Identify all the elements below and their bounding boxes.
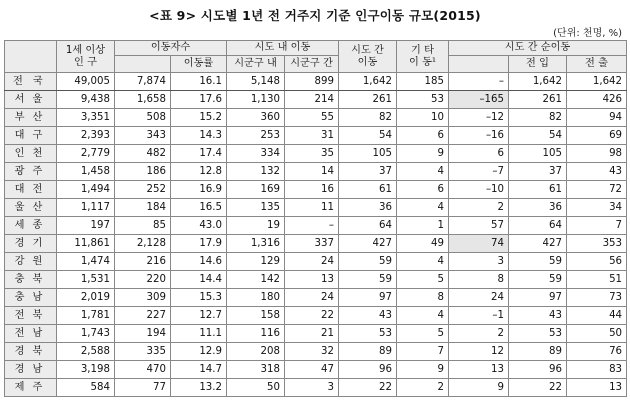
inflow-cell: 59	[509, 271, 567, 289]
w1-cell: 135	[227, 199, 285, 217]
between-cell: 261	[339, 91, 397, 109]
inflow-cell: 1,642	[509, 73, 567, 91]
outflow-cell: 7	[567, 217, 627, 235]
other-cell: 49	[397, 235, 449, 253]
pop-cell: 1,474	[57, 253, 115, 271]
w2-cell: 214	[285, 91, 339, 109]
w2-cell: 16	[285, 181, 339, 199]
w1-cell: 253	[227, 127, 285, 145]
net-cell: –7	[449, 163, 509, 181]
region-cell: 경남	[5, 361, 57, 379]
other-move-header: 기 타 이 동¹	[397, 41, 449, 73]
outflow-cell: 50	[567, 325, 627, 343]
net-cell: 12	[449, 343, 509, 361]
table-row	[5, 91, 627, 109]
outflow-cell: 426	[567, 91, 627, 109]
region-cell: 전북	[5, 307, 57, 325]
inflow-cell: 43	[509, 307, 567, 325]
w2-cell: 35	[285, 145, 339, 163]
between-cell: 59	[339, 271, 397, 289]
between-cell: 105	[339, 145, 397, 163]
table-row	[5, 217, 627, 235]
net-cell: –16	[449, 127, 509, 145]
other-cell: 4	[397, 163, 449, 181]
net-cell: 2	[449, 199, 509, 217]
inflow-cell: 22	[509, 379, 567, 397]
table-row	[5, 235, 627, 253]
other-cell: 7	[397, 343, 449, 361]
w1-cell: 360	[227, 109, 285, 127]
table-row	[5, 343, 627, 361]
w2-cell: 899	[285, 73, 339, 91]
region-cell: 부산	[5, 109, 57, 127]
region-cell: 광주	[5, 163, 57, 181]
net-cell: 13	[449, 361, 509, 379]
pop-cell: 1,743	[57, 325, 115, 343]
table-row	[5, 253, 627, 271]
w1-cell: 334	[227, 145, 285, 163]
movers-cell: 335	[115, 343, 171, 361]
region-cell: 충북	[5, 271, 57, 289]
inflow-cell: 64	[509, 217, 567, 235]
between-sigungu-header: 시군구 간	[285, 56, 339, 73]
net-cell: 24	[449, 289, 509, 307]
inflow-cell: 82	[509, 109, 567, 127]
w1-cell: 208	[227, 343, 285, 361]
outflow-cell: 56	[567, 253, 627, 271]
other-cell: 4	[397, 199, 449, 217]
other-cell: 10	[397, 109, 449, 127]
net-cell: 9	[449, 379, 509, 397]
between-cell: 37	[339, 163, 397, 181]
outflow-cell: 83	[567, 361, 627, 379]
between-cell: 61	[339, 181, 397, 199]
movers-cell: 227	[115, 307, 171, 325]
movers-cell: 252	[115, 181, 171, 199]
rate-cell: 17.4	[171, 145, 227, 163]
inflow-cell: 61	[509, 181, 567, 199]
between-cell: 96	[339, 361, 397, 379]
w2-cell: 24	[285, 289, 339, 307]
within-sigungu-header: 시군구 내	[227, 56, 285, 73]
net-cell: –165	[449, 91, 509, 109]
between-cell: 1,642	[339, 73, 397, 91]
w2-cell: 47	[285, 361, 339, 379]
outflow-cell: 43	[567, 163, 627, 181]
net-cell: 2	[449, 325, 509, 343]
outflow-cell: 94	[567, 109, 627, 127]
inflow-cell: 54	[509, 127, 567, 145]
between-cell: 97	[339, 289, 397, 307]
inflow-cell: 105	[509, 145, 567, 163]
net-cell: 74	[449, 235, 509, 253]
outflow-cell: 13	[567, 379, 627, 397]
inflow-cell: 427	[509, 235, 567, 253]
outflow-cell: 1,642	[567, 73, 627, 91]
table-row	[5, 145, 627, 163]
between-cell: 36	[339, 199, 397, 217]
region-cell: 세종	[5, 217, 57, 235]
w1-cell: 158	[227, 307, 285, 325]
movers-cell: 216	[115, 253, 171, 271]
other-cell: 53	[397, 91, 449, 109]
movers-cell: 7,874	[115, 73, 171, 91]
between-cell: 22	[339, 379, 397, 397]
inflow-cell: 89	[509, 343, 567, 361]
rate-cell: 14.7	[171, 361, 227, 379]
w2-cell: 14	[285, 163, 339, 181]
w2-cell: 13	[285, 271, 339, 289]
other-cell: 185	[397, 73, 449, 91]
rate-cell: 15.2	[171, 109, 227, 127]
other-cell: 5	[397, 325, 449, 343]
w2-cell: 31	[285, 127, 339, 145]
between-cell: 43	[339, 307, 397, 325]
other-cell: 6	[397, 181, 449, 199]
other-cell: 4	[397, 307, 449, 325]
w2-cell: –	[285, 217, 339, 235]
pop-cell: 1,781	[57, 307, 115, 325]
outflow-header: 전 출	[567, 56, 627, 73]
total-row	[5, 73, 627, 91]
movers-cell: 77	[115, 379, 171, 397]
net-cell: 6	[449, 145, 509, 163]
movers-cell: 508	[115, 109, 171, 127]
pop-cell: 1,458	[57, 163, 115, 181]
region-cell: 울산	[5, 199, 57, 217]
rate-cell: 14.3	[171, 127, 227, 145]
population-header: 1세 이상 인 구	[57, 41, 115, 73]
outflow-cell: 69	[567, 127, 627, 145]
w1-cell: 132	[227, 163, 285, 181]
rate-cell: 43.0	[171, 217, 227, 235]
between-cell: 89	[339, 343, 397, 361]
pop-cell: 1,117	[57, 199, 115, 217]
inflow-cell: 59	[509, 253, 567, 271]
rate-cell: 14.6	[171, 253, 227, 271]
w1-cell: 1,316	[227, 235, 285, 253]
outflow-cell: 34	[567, 199, 627, 217]
table-row	[5, 307, 627, 325]
movers-cell: 309	[115, 289, 171, 307]
pop-cell: 2,588	[57, 343, 115, 361]
table-row	[5, 181, 627, 199]
net-cell: –12	[449, 109, 509, 127]
between-cell: 53	[339, 325, 397, 343]
w1-cell: 129	[227, 253, 285, 271]
pop-cell: 49,005	[57, 73, 115, 91]
inflow-cell: 97	[509, 289, 567, 307]
w2-cell: 32	[285, 343, 339, 361]
unit-note: (단위: 천명, %)	[553, 28, 622, 39]
movers-header: 이동자수	[115, 41, 227, 56]
pop-cell: 2,779	[57, 145, 115, 163]
pop-cell: 197	[57, 217, 115, 235]
inflow-cell: 36	[509, 199, 567, 217]
region-cell: 전국	[5, 73, 57, 91]
table-row	[5, 109, 627, 127]
table-row	[5, 271, 627, 289]
other-cell: 9	[397, 361, 449, 379]
outflow-cell: 76	[567, 343, 627, 361]
table-row	[5, 127, 627, 145]
other-cell: 2	[397, 379, 449, 397]
movers-cell: 220	[115, 271, 171, 289]
movers-cell: 470	[115, 361, 171, 379]
w1-cell: 50	[227, 379, 285, 397]
region-cell: 인천	[5, 145, 57, 163]
rate-cell: 14.4	[171, 271, 227, 289]
movers-cell: 343	[115, 127, 171, 145]
region-cell: 경기	[5, 235, 57, 253]
pop-cell: 11,861	[57, 235, 115, 253]
movers-cell: 194	[115, 325, 171, 343]
between-cell: 54	[339, 127, 397, 145]
w2-cell: 24	[285, 253, 339, 271]
movers-cell: 1,658	[115, 91, 171, 109]
w1-cell: 142	[227, 271, 285, 289]
rate-cell: 15.3	[171, 289, 227, 307]
table-row	[5, 325, 627, 343]
w2-cell: 11	[285, 199, 339, 217]
table-row	[5, 199, 627, 217]
between-cell: 64	[339, 217, 397, 235]
table-body	[5, 73, 627, 397]
outflow-cell: 353	[567, 235, 627, 253]
rate-cell: 11.1	[171, 325, 227, 343]
other-cell: 8	[397, 289, 449, 307]
region-cell: 대구	[5, 127, 57, 145]
movers-sub-header	[115, 56, 171, 73]
inflow-cell: 261	[509, 91, 567, 109]
inflow-cell: 53	[509, 325, 567, 343]
region-cell: 제주	[5, 379, 57, 397]
other-cell: 4	[397, 253, 449, 271]
region-cell: 서울	[5, 91, 57, 109]
w1-cell: 19	[227, 217, 285, 235]
table-row	[5, 289, 627, 307]
rate-cell: 17.9	[171, 235, 227, 253]
w1-cell: 169	[227, 181, 285, 199]
pop-cell: 3,198	[57, 361, 115, 379]
w1-cell: 116	[227, 325, 285, 343]
table-title: <표 9> 시도별 1년 전 거주지 기준 인구이동 규모(2015)	[149, 8, 481, 23]
w1-cell: 180	[227, 289, 285, 307]
table-row	[5, 361, 627, 379]
outflow-cell: 51	[567, 271, 627, 289]
w2-cell: 3	[285, 379, 339, 397]
pop-cell: 3,351	[57, 109, 115, 127]
rate-cell: 16.5	[171, 199, 227, 217]
pop-cell: 584	[57, 379, 115, 397]
movers-cell: 186	[115, 163, 171, 181]
w1-cell: 318	[227, 361, 285, 379]
inflow-cell: 37	[509, 163, 567, 181]
rate-cell: 12.8	[171, 163, 227, 181]
w2-cell: 22	[285, 307, 339, 325]
region-cell: 강원	[5, 253, 57, 271]
outflow-cell: 44	[567, 307, 627, 325]
net-cell: –1	[449, 307, 509, 325]
region-cell: 전남	[5, 325, 57, 343]
region-cell: 충남	[5, 289, 57, 307]
pop-cell: 2,019	[57, 289, 115, 307]
pop-cell: 1,494	[57, 181, 115, 199]
region-cell: 대전	[5, 181, 57, 199]
inflow-header: 전 입	[509, 56, 567, 73]
pop-cell: 9,438	[57, 91, 115, 109]
rate-cell: 12.7	[171, 307, 227, 325]
outflow-cell: 73	[567, 289, 627, 307]
rate-cell: 12.9	[171, 343, 227, 361]
net-cell: 3	[449, 253, 509, 271]
net-cell: –10	[449, 181, 509, 199]
other-cell: 9	[397, 145, 449, 163]
region-cell: 경북	[5, 343, 57, 361]
between-cell: 59	[339, 253, 397, 271]
rate-cell: 16.9	[171, 181, 227, 199]
table-row	[5, 379, 627, 397]
between-cell: 427	[339, 235, 397, 253]
net-migration-header: 시도 간 순이동	[449, 41, 627, 56]
w2-cell: 21	[285, 325, 339, 343]
other-cell: 5	[397, 271, 449, 289]
region-header	[5, 41, 57, 73]
other-cell: 1	[397, 217, 449, 235]
rate-cell: 13.2	[171, 379, 227, 397]
between-province-header: 시도 간 이동	[339, 41, 397, 73]
pop-cell: 1,531	[57, 271, 115, 289]
movers-cell: 184	[115, 199, 171, 217]
pop-cell: 2,393	[57, 127, 115, 145]
net-cell: 8	[449, 271, 509, 289]
outflow-cell: 98	[567, 145, 627, 163]
other-cell: 6	[397, 127, 449, 145]
movers-cell: 482	[115, 145, 171, 163]
movers-cell: 85	[115, 217, 171, 235]
migration-table	[4, 40, 627, 397]
w2-cell: 337	[285, 235, 339, 253]
net-cell: 57	[449, 217, 509, 235]
inflow-cell: 96	[509, 361, 567, 379]
rate-cell: 17.6	[171, 91, 227, 109]
table-row	[5, 163, 627, 181]
w1-cell: 1,130	[227, 91, 285, 109]
net-cell: –	[449, 73, 509, 91]
within-province-header: 시도 내 이동	[227, 41, 339, 56]
w1-cell: 5,148	[227, 73, 285, 91]
movers-cell: 2,128	[115, 235, 171, 253]
net-sub-header	[449, 56, 509, 73]
rate-header: 이동률	[171, 56, 227, 73]
outflow-cell: 72	[567, 181, 627, 199]
rate-cell: 16.1	[171, 73, 227, 91]
between-cell: 82	[339, 109, 397, 127]
w2-cell: 55	[285, 109, 339, 127]
